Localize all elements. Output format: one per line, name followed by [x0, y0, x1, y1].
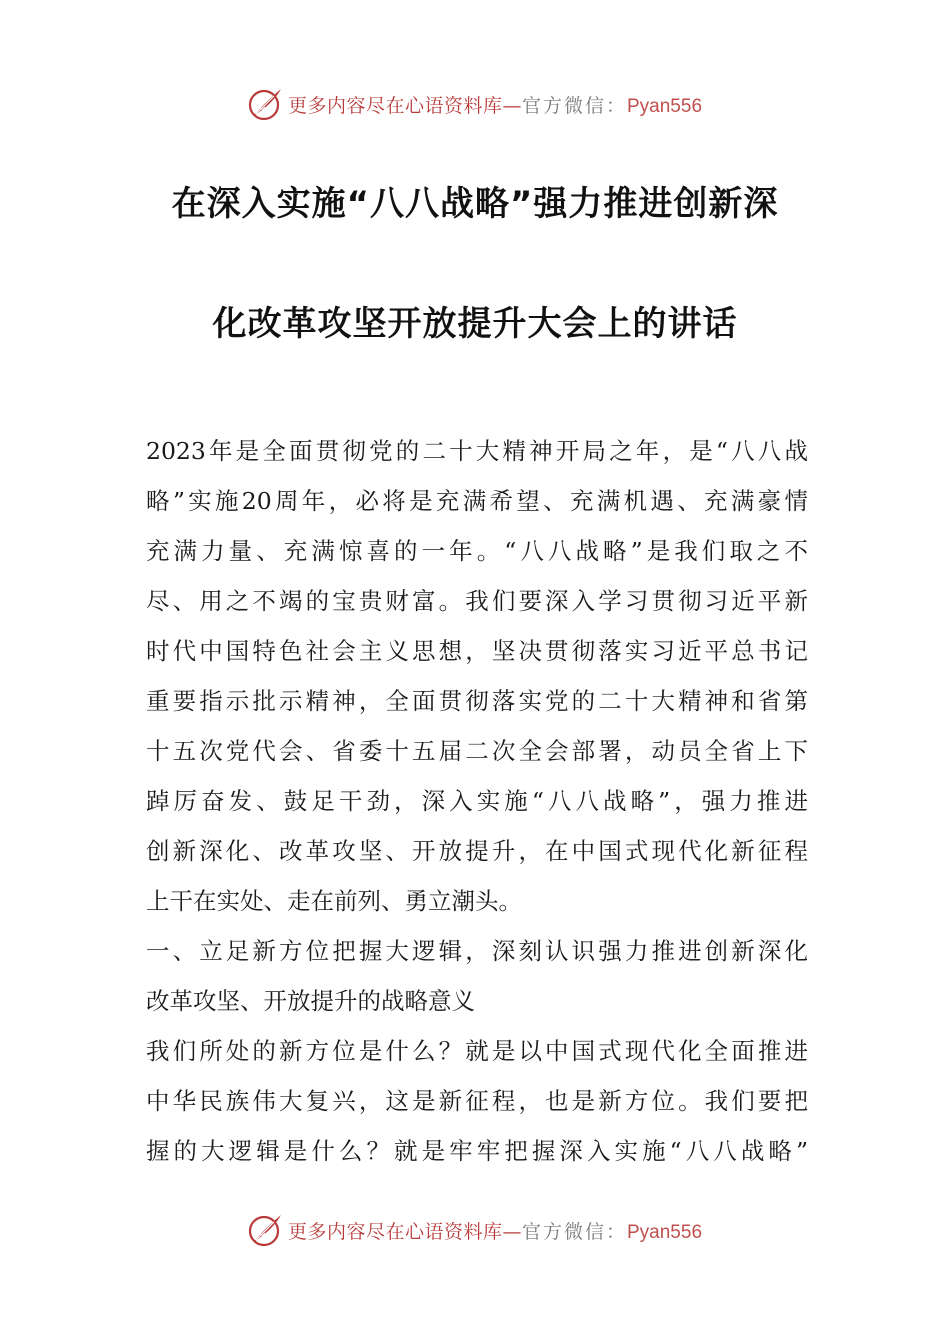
quill-pen-logo-icon: [248, 1212, 284, 1248]
body-line: 略”实施20周年，必将是充满希望、充满机遇、充满豪情: [146, 487, 808, 515]
watermark-text: 更多内容尽在心语资料库—官方微信：Pyan556: [287, 94, 703, 117]
watermark-banner-bottom: [0, 1210, 950, 1250]
body-line: 充满力量、充满惊喜的一年。“八八战略”是我们取之不: [146, 537, 808, 565]
body-line: 上干在实处、走在前列、勇立潮头。: [146, 887, 522, 915]
body-line: 重要指示批示精神，全面贯彻落实党的二十大精神和省第: [146, 687, 808, 715]
body-line: 我们所处的新方位是什么？就是以中国式现代化全面推进: [146, 1037, 808, 1065]
quill-pen-logo-icon: [248, 86, 284, 122]
body-line: 时代中国特色社会主义思想，坚决贯彻落实习近平总书记: [146, 637, 808, 665]
document-title-line-1: 在深入实施“八八战略”强力推进创新深: [171, 184, 779, 224]
body-line: 十五次党代会、省委十五届二次全会部署，动员全省上下: [146, 737, 808, 765]
section-heading-line: 一、立足新方位把握大逻辑，深刻认识强力推进创新深化: [146, 937, 808, 965]
body-line: 尽、用之不竭的宝贵财富。我们要深入学习贯彻习近平新: [146, 587, 808, 615]
body-line: 中华民族伟大复兴，这是新征程，也是新方位。我们要把: [146, 1087, 808, 1115]
watermark-banner-top: [0, 84, 950, 124]
watermark-text: 更多内容尽在心语资料库—官方微信：Pyan556: [287, 1220, 703, 1243]
body-line: 踔厉奋发、鼓足干劲，深入实施“八八战略”，强力推进: [146, 787, 808, 815]
body-line: 2023年是全面贯彻党的二十大精神开局之年，是“八八战: [146, 437, 808, 465]
document-title-line-2: 化改革攻坚开放提升大会上的讲话: [212, 304, 738, 344]
body-line: 握的大逻辑是什么？就是牢牢把握深入实施“八八战略”: [146, 1137, 808, 1165]
section-heading-line: 改革攻坚、开放提升的战略意义: [146, 987, 475, 1015]
document-body: [146, 426, 808, 1176]
body-line: 创新深化、改革攻坚、开放提升，在中国式现代化新征程: [146, 837, 808, 865]
